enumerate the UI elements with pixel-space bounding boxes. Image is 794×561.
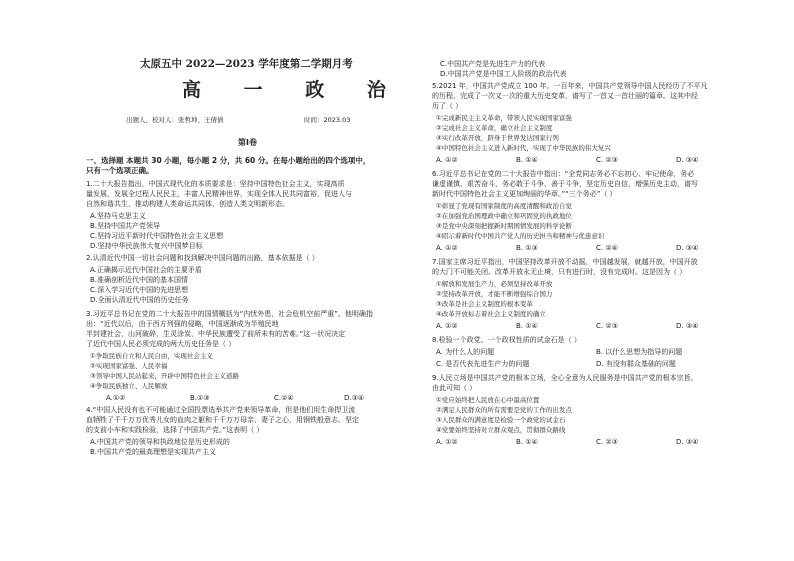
answer-choice: D. ③④ [676, 322, 699, 330]
option: ①解放和发展生产力，必须坚持改革开放 [436, 280, 553, 288]
answer-choice: D.③④ [344, 394, 365, 402]
option: D. 有没有群众基础的问题 [596, 360, 676, 368]
question-stem: 5.2021 年，中国共产党成立 100 年。一百年来，中国共产党领导中国人民经历了不平凡 [432, 82, 708, 90]
question-stem: 新时代中国特色社会主义更加绚丽的华章。”“三个务必”（ ） [432, 190, 617, 198]
option: ④中国特色社会主义进入新时代，实现了中华民族的伟大复兴 [436, 144, 611, 152]
section-intro-line: 一、选择题 本题共 30 小题，每小题 2 分，共 60 分。在每小题给出的四个选项中， [86, 156, 371, 165]
question-stem: 2.认清近代中国一切社会问题和找到解决中国问题的出路，基本依据是（ ） [86, 254, 319, 262]
option: A.坚持马克思主义 [90, 212, 146, 220]
answer-choice: B. ①④ [516, 438, 538, 446]
option: ③改革是社会主义制度的根本变革 [436, 300, 533, 308]
question-stem: 半封建社会，山河破碎，生灵涂炭，中华民族遭受了前所未有的苦难。”这一状况决定 [86, 330, 346, 338]
option: ④党要始终坚持对立群众观点，贯彻群众路线 [436, 426, 566, 434]
option: ①完成新民主主义革命，带领人民实现国家富强 [436, 114, 572, 122]
option: ③人民群众的满意度是检验一个政党的试金石 [436, 416, 566, 424]
answer-choice: A. ①② [436, 244, 458, 252]
question-stem: 历了（ ） [432, 102, 463, 110]
answer-choice: D. ③④ [676, 438, 699, 446]
question-stem: 由此可知（ ） [432, 384, 477, 392]
option: ③领导中国人民站起来，开辟中国特色社会主义道路 [90, 372, 239, 380]
question-stem: 自然和谐共生，推动构建人类命运共同体，创造人类文明新形态。 [86, 200, 289, 208]
question-stem: 的大门不可能关闭。改革开放永无止境，只有进行时，没有完成时。这是因为（ ） [432, 268, 687, 276]
question-stem: 了近代中国人民必须完成的两大历史任务是（ ） [86, 340, 236, 348]
option: ①党应始终把人民放在心中最高位置 [436, 396, 540, 404]
option: C.坚持习近平新时代中国特色社会主义思想 [90, 232, 224, 240]
question-stem: 6.习近平总书记在党的二十大报告中指出：“全党同志务必不忘初心、牢记使命，务必 [432, 170, 695, 178]
question-stem: 7.国家主席习近平指出，中国坚持改革开放不动摇，中国越发展，就越开放，中国开放 [432, 258, 698, 266]
option: B.中国共产党的最高理想是实现共产主义 [90, 448, 217, 456]
answer-choice: C. ②③ [596, 156, 618, 164]
answer-choice: C. ②③ [596, 438, 618, 446]
option: ③实行改革开放，跻身于世界发达国家行列 [436, 134, 559, 142]
answer-choice: A.①② [106, 394, 126, 402]
subject-title: 高 一 政 治 [182, 79, 404, 101]
option: ④改革开放标志着社会主义制度的确立 [436, 310, 546, 318]
answer-choice: B. ①③ [516, 244, 538, 252]
question-stem: 3.习近平总书记在党的二十大报告中的国情概括为“内忧外患，社会危机空前严重”。他明确指 [86, 310, 373, 318]
option: C. 是否代表先进生产力的问题 [436, 360, 530, 368]
option: A. 为什么人的问题 [436, 348, 495, 356]
answer-choice: C.②④ [274, 394, 294, 402]
option: B.准确剖析近代中国的基本国情 [90, 276, 189, 284]
answer-choice: A. ①② [436, 156, 458, 164]
option: ①争取民族自立和人民自由，实现社会主义 [90, 352, 213, 360]
question-stem: 谦虚谨慎、艰苦奋斗，务必敢于斗争、善于斗争，坚定历史自信，增强历史主动，谱写 [432, 180, 698, 188]
question-stem: 的支前小车和实践检验，选择了中国共产党。”这表明（ ） [86, 426, 264, 434]
option: D.全面认清近代中国的历史任务 [90, 296, 189, 304]
option: D.坚持中华民族伟大复兴中国梦目标 [90, 242, 203, 250]
exam-author: 出题人、校对人：张哲坤、王倩倩 [126, 116, 224, 124]
question-stem: 9.人民立场是中国共产党的根本立场，全心全意为人民服务是中国共产党的根本宗旨。 [432, 374, 698, 382]
option: ②满足人民群众的所有需要是党的工作的出发点 [436, 406, 572, 414]
option: A.正确揭示近代中国社会的主要矛盾 [90, 266, 202, 274]
option: ②完成社会主义革命，确立社会主义制度 [436, 124, 553, 132]
question-stem: 的历程，完成了一次又一次的重大历史变革，谱写了一首又一首壮丽的篇章。这其中经 [432, 92, 698, 100]
answer-choice: D. ③④ [676, 244, 699, 252]
question-stem: 量发展，发展全过程人民民主，丰富人民精神世界，实现全体人民共同富裕，促进人与 [86, 190, 352, 198]
answer-choice: B. ①④ [516, 322, 538, 330]
question-stem: 出：“近代以后，由于西方列强的侵略，中国逐渐成为半殖民地 [86, 320, 279, 328]
option: C.深入学习近代中国的先进思想 [90, 286, 189, 294]
option: A.中国共产党的领导和执政地位是历史形成的 [90, 438, 230, 446]
option: ①彰显了党现有国家制度的高度清醒和政治自觉 [436, 202, 572, 210]
answer-choice: D. ③④ [676, 156, 699, 164]
answer-choice: B.①③ [190, 394, 210, 402]
school-title: 太原五中 2022—2023 学年度第二学期月考 [140, 58, 353, 70]
answer-choice: A. ①② [436, 438, 458, 446]
part-heading: 第Ⅰ卷 [238, 138, 257, 147]
option: D.中国共产党是中国工人阶级的政治代表 [440, 70, 567, 78]
answer-choice: C. ②③ [596, 322, 618, 330]
option: ②在加强党治国理政中确立和巩固党的执政地位 [436, 212, 572, 220]
option: ④昭示着新时代中国共产党人的历史担当和精神与优患意识 [436, 232, 605, 240]
exam-date: 时间：2023.03 [304, 116, 351, 124]
question-stem: 8.检验一个政党、一个政权性质的试金石是（ ） [432, 336, 581, 344]
question-stem: 1.二十大报告指出，中国式现代化的本质要求是：坚持中国特色社会主义，实现高质 [86, 180, 345, 188]
option: C.中国共产党是先进生产力的代表 [440, 60, 546, 68]
option: B.坚持中国共产党领导 [90, 222, 161, 230]
answer-choice: A. ①② [436, 322, 458, 330]
option: ④争取民族独立、人民解放 [90, 382, 168, 390]
answer-choice: C. ②④ [596, 244, 618, 252]
option: B. 以什么思想为指导的问题 [596, 348, 683, 356]
answer-choice: B. ①④ [516, 156, 538, 164]
option: ②实现国家富强、人民幸福 [90, 362, 168, 370]
option: ③是党中央深刻把握新时期国情发展的科学论断 [436, 222, 572, 230]
section-intro-line: 只有一个选项正确。 [86, 166, 154, 175]
question-stem: 4.“中国人民没有也不可能通过全国投票选举共产党来领导革命，但是他们用生命捍卫流 [86, 406, 356, 414]
question-stem: 血牺牲了千千万万优秀儿女的血肉之躯和千千万万母亲、妻子之心，用钢铁般意志、坚定 [86, 416, 359, 424]
option: ②坚持改革开放，才能不断增强综合国力 [436, 290, 553, 298]
